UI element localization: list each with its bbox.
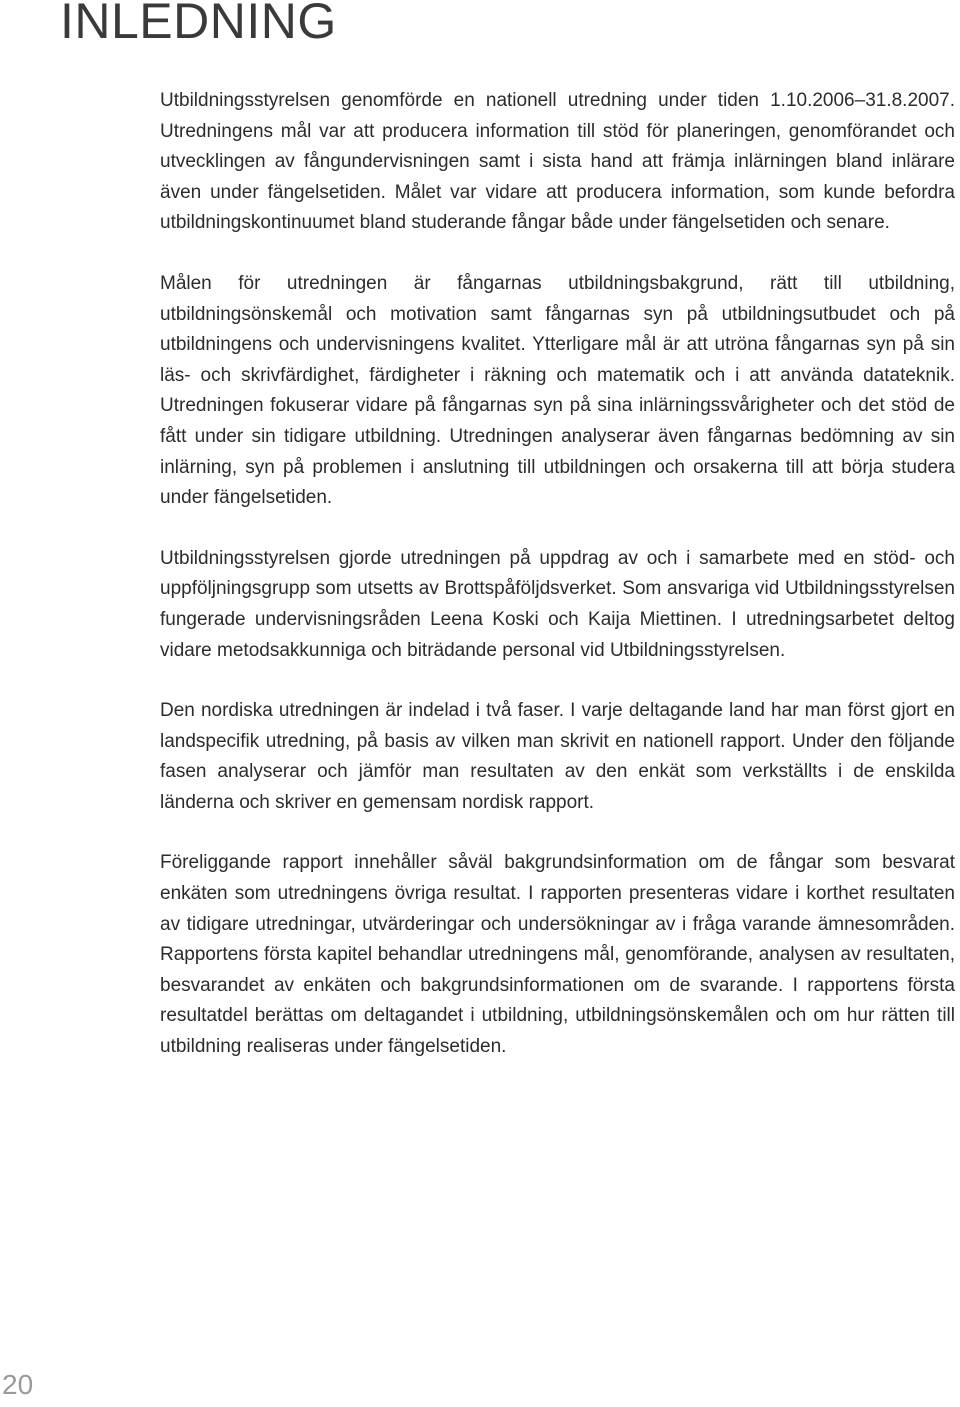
paragraph-3: Utbildningsstyrelsen gjorde utredningen på uppdrag av och i samarbete med en stöd- och uppföljningsgrupp som utsetts av Brottspåföljdsverket. Som ansvariga vid Utbildningsstyrelsen fungerade undervisningsråden Leena Koski och Kaija Miettinen. I utredningsarbetet deltog vidare metodsakkunniga och biträdande personal vid Utbildningsstyrelsen. <box>160 547 955 661</box>
page-title: INLEDNING <box>60 0 337 49</box>
page-number: 20 <box>2 1369 34 1400</box>
paragraph-2: Målen för utredningen är fångarnas utbildningsbakgrund, rätt till utbildning, utbildningsönskemål och motivation samt fångarnas syn på utbildningsutbudet och på utbildningens och undervisningens kvalitet. Ytterligare mål är att utröna fångarnas syn på sin läs- och skrivfärdighet, färdigheter i räkning och matematik och i att använda datateknik. Utredningen fokuserar vidare på fångarnas syn på sina inlärningssvårigheter och det stöd de fått under sin tidigare utbildning. Utredningen analyserar även fångarnas bedömning av sin inlärning, syn på problemen i anslutning till utbildningen och orsakerna till att börja studera under fängelsetiden. <box>160 272 955 509</box>
paragraph-4: Den nordiska utredningen är indelad i två faser. I varje deltagande land har man först gjort en landspecifik utredning, på basis av vilken man skrivit en nationell rapport. Under den följande fasen analyserar och jämför man resultaten av den enkät som verkställts i de enskilda länderna och skriver en gemensam nordisk rapport. <box>160 700 955 813</box>
body-text <box>160 86 955 1093</box>
paragraph-5: Föreliggande rapport innehåller såväl bakgrundsinformation om de fångar som besvarat enkäten som utredningens övriga resultat. I rapporten presenteras vidare i korthet resultaten av tidigare utredningar, utvärderingar och undersökningar av i fråga varande ämnesområden. Rapportens första kapitel behandlar utredningens mål, genomförande, analysen av resultaten, besvarandet av enkäten och bakgrundsinformationen om de svarande. I rapportens första resultatdel berättas om deltagandet i utbildning, utbildningsönskemålen och om hur rätten till utbildning realiseras under fängelsetiden. <box>160 852 955 1058</box>
paragraph-1: Utbildningsstyrelsen genomförde en nationell utredning under tiden 1.10.2006–31.8.2007. Utredningens mål var att producera information till stöd för planeringen, genomförandet och utvecklingen av fångundervisningen samt i sista hand att främja inlärningen bland inlärare även under fängelsetiden. Målet var vidare att producera information, som kunde befordra utbildningskontinuumet bland studerande fångar både under fängelsetiden och senare. <box>160 90 955 234</box>
